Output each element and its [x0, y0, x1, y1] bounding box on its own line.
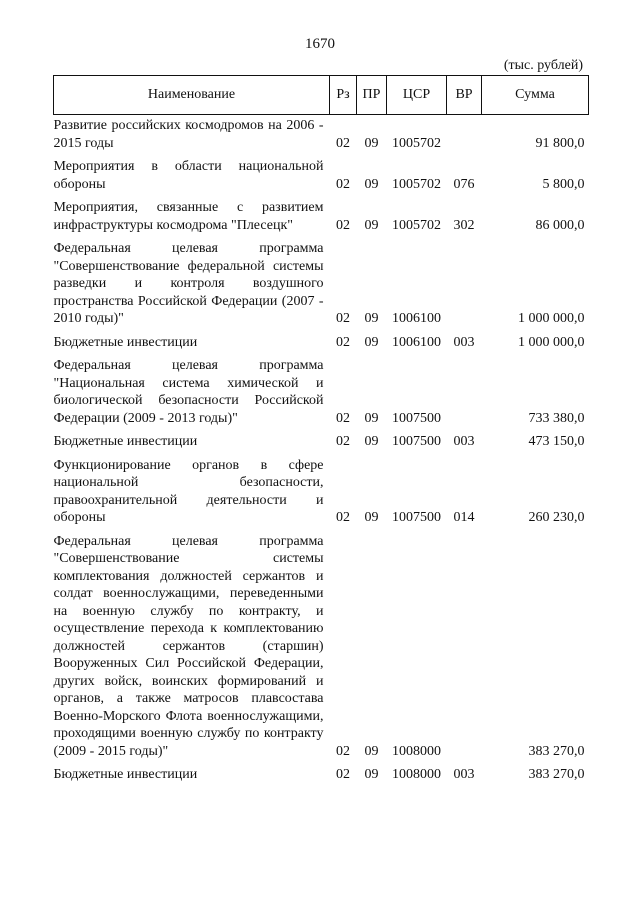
row-pr: 09 [364, 135, 379, 151]
row-pr: 09 [364, 311, 379, 326]
row-name: Федеральная целевая программа "Совершенствование системы комплектования должностей сержантов и солдат военнослужащими, переведенными на военную службу по контракту, и осуществление перехода к комплектованию должностей сержантов (старшин) Вооруженных Сил Российской Федерации, других войск, воинских формирований и органов, а также матросов плавсостава Военно-Морского Флота военнослужащими, проходящими военную службу по контракту (2009 - 2015 годы)" [53, 533, 324, 759]
row-name: Мероприятия в области национальной обороны [53, 159, 324, 192]
row-sum: 1 000 000,0 [518, 334, 585, 350]
table-row [54, 760, 589, 784]
table-row [54, 451, 589, 527]
row-vr [447, 351, 482, 427]
row-name: Бюджетные инвестиции [53, 434, 198, 449]
table-row [54, 527, 589, 761]
row-vr: 003 [453, 334, 475, 350]
table-row [54, 234, 589, 328]
row-csr: 1008000 [392, 743, 441, 759]
row-pr: 09 [364, 767, 379, 782]
row-vr [447, 234, 482, 328]
row-csr: 1007500 [392, 434, 441, 449]
row-pr: 09 [364, 217, 379, 233]
row-name: Мероприятия, связанные с развитием инфраструктуры космодрома "Плесецк" [53, 200, 324, 233]
row-pr: 09 [364, 176, 379, 192]
row-csr: 1005702 [392, 217, 441, 233]
row-name: Федеральная целевая программа "Национальная система химической и биологической безопасности Российской Федерации (2009 - 2013 годы)" [53, 358, 324, 426]
header-pr: ПР [357, 76, 387, 115]
row-rz: 02 [336, 311, 350, 326]
header-vr: ВР [447, 76, 482, 115]
header-csr: ЦСР [387, 76, 447, 115]
budget-table [53, 75, 589, 784]
row-sum: 383 270,0 [528, 767, 585, 782]
row-vr [447, 115, 482, 153]
row-vr: 003 [453, 767, 475, 782]
row-pr: 09 [364, 510, 379, 525]
row-csr: 1007500 [392, 510, 441, 525]
row-sum: 1 000 000,0 [518, 311, 585, 326]
row-rz: 02 [336, 217, 350, 233]
row-vr [447, 527, 482, 761]
header-name: Наименование [54, 76, 330, 115]
row-csr: 1005702 [392, 176, 441, 192]
row-rz: 02 [336, 410, 350, 426]
row-csr: 1005702 [392, 135, 441, 151]
row-sum: 733 380,0 [528, 410, 585, 426]
row-rz: 02 [336, 434, 350, 449]
row-pr: 09 [364, 410, 379, 426]
row-sum: 5 800,0 [542, 176, 585, 192]
row-sum: 473 150,0 [528, 434, 585, 449]
row-rz: 02 [336, 510, 350, 525]
row-vr: 003 [453, 434, 475, 449]
table-row [54, 427, 589, 451]
row-rz: 02 [336, 135, 350, 151]
row-name: Функционирование органов в сфере национальной безопасности, правоохранительной деятельности и обороны [53, 457, 324, 525]
row-vr: 076 [453, 176, 475, 192]
units-label: (тыс. рублей) [503, 58, 583, 73]
table-row [54, 193, 589, 234]
row-pr: 09 [364, 743, 379, 759]
row-csr: 1006100 [392, 311, 441, 326]
row-sum: 86 000,0 [535, 217, 585, 233]
header-rz: Рз [330, 76, 357, 115]
row-name: Развитие российских космодромов на 2006 - 2015 годы [53, 118, 324, 151]
row-rz: 02 [336, 767, 350, 782]
row-csr: 1007500 [392, 410, 441, 426]
row-vr: 302 [453, 217, 475, 233]
header-row [54, 76, 589, 115]
row-rz: 02 [336, 743, 350, 759]
row-csr: 1008000 [392, 767, 441, 782]
row-pr: 09 [364, 334, 379, 350]
row-pr: 09 [364, 434, 379, 449]
table-row [54, 152, 589, 193]
table-row [54, 115, 589, 153]
row-rz: 02 [336, 334, 350, 350]
row-vr: 014 [453, 510, 475, 525]
row-sum: 91 800,0 [535, 135, 585, 151]
row-name: Бюджетные инвестиции [53, 334, 198, 350]
row-csr: 1006100 [392, 334, 441, 350]
row-name: Бюджетные инвестиции [53, 767, 198, 782]
table-row [54, 328, 589, 352]
table-header [54, 76, 589, 115]
row-name: Федеральная целевая программа "Совершенствование федеральной системы разведки и контроля воздушного пространства Российской Федерации (2007 - 2010 годы)" [53, 241, 324, 326]
header-sum: Сумма [482, 76, 589, 115]
page-number: 1670 [305, 36, 335, 52]
row-sum: 383 270,0 [528, 743, 585, 759]
row-rz: 02 [336, 176, 350, 192]
row-sum: 260 230,0 [528, 510, 585, 525]
table-row [54, 351, 589, 427]
table-body [54, 115, 589, 784]
